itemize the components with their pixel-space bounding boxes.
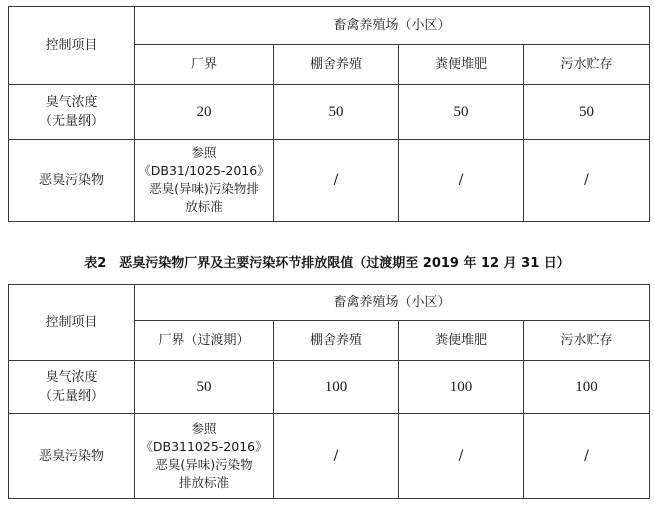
value-manure: 50 xyxy=(399,85,524,140)
emission-limits-table-2 xyxy=(8,284,650,499)
ref-line: 恶臭(异味)污染物排 xyxy=(149,181,259,196)
value-manure: 100 xyxy=(399,361,524,414)
value-sewage: 100 xyxy=(524,361,650,414)
ref-line: 《DB311025-2016》 xyxy=(140,438,268,454)
slash-sewage: / xyxy=(524,140,650,222)
reference-standard xyxy=(140,420,267,492)
col-manure-compost: 粪便堆肥 xyxy=(399,45,524,85)
reference-standard-cell xyxy=(135,140,274,222)
ref-line: 恶臭(异味)污染物 xyxy=(155,456,253,472)
table-2-caption: 表2 恶臭污染物厂界及主要污染环节排放限值（过渡期至 2019 年 12 月 31 日） xyxy=(84,256,570,271)
header-control-item: 控制项目 xyxy=(9,7,135,85)
value-boundary: 20 xyxy=(135,85,274,140)
col-shed-farming: 棚舍养殖 xyxy=(274,321,399,361)
slash-sewage: / xyxy=(524,414,650,499)
reference-standard xyxy=(138,144,269,216)
row-odor-concentration-label xyxy=(9,85,135,140)
row-odor-concentration-label xyxy=(9,361,135,414)
col-sewage-storage: 污水贮存 xyxy=(524,45,650,85)
ref-line: 参照 xyxy=(191,145,217,160)
odor-label-line2: （无量纲） xyxy=(38,114,104,129)
slash-manure: / xyxy=(399,140,524,222)
header-livestock-farm: 畜禽养殖场（小区） xyxy=(135,285,650,321)
ref-line: 《DB31/1025-2016》 xyxy=(138,163,270,178)
ref-line: 排放标准 xyxy=(178,474,229,490)
header-livestock-farm: 畜禽养殖场（小区） xyxy=(135,7,650,45)
slash-manure: / xyxy=(399,414,524,499)
slash-shed: / xyxy=(274,414,399,499)
col-boundary-transition: 厂界（过渡期） xyxy=(135,321,274,361)
odor-label-line1: 臭气浓度 xyxy=(45,370,98,385)
ref-line: 放标准 xyxy=(185,199,223,214)
ref-line: 参照 xyxy=(191,420,217,436)
reference-standard-cell xyxy=(135,414,274,499)
col-manure-compost: 粪便堆肥 xyxy=(399,321,524,361)
col-shed-farming: 棚舍养殖 xyxy=(274,45,399,85)
col-sewage-storage: 污水贮存 xyxy=(524,321,650,361)
odor-label-line1: 臭气浓度 xyxy=(45,95,98,110)
row-odor-pollutant-label: 恶臭污染物 xyxy=(9,414,135,499)
value-sewage: 50 xyxy=(524,85,650,140)
value-shed: 50 xyxy=(274,85,399,140)
value-boundary: 50 xyxy=(135,361,274,414)
row-odor-pollutant-label: 恶臭污染物 xyxy=(9,140,135,222)
slash-shed: / xyxy=(274,140,399,222)
value-shed: 100 xyxy=(274,361,399,414)
col-boundary: 厂界 xyxy=(135,45,274,85)
emission-limits-table-1 xyxy=(8,6,650,222)
odor-label-line2: （无量纲） xyxy=(38,389,104,404)
header-control-item: 控制项目 xyxy=(9,285,135,361)
